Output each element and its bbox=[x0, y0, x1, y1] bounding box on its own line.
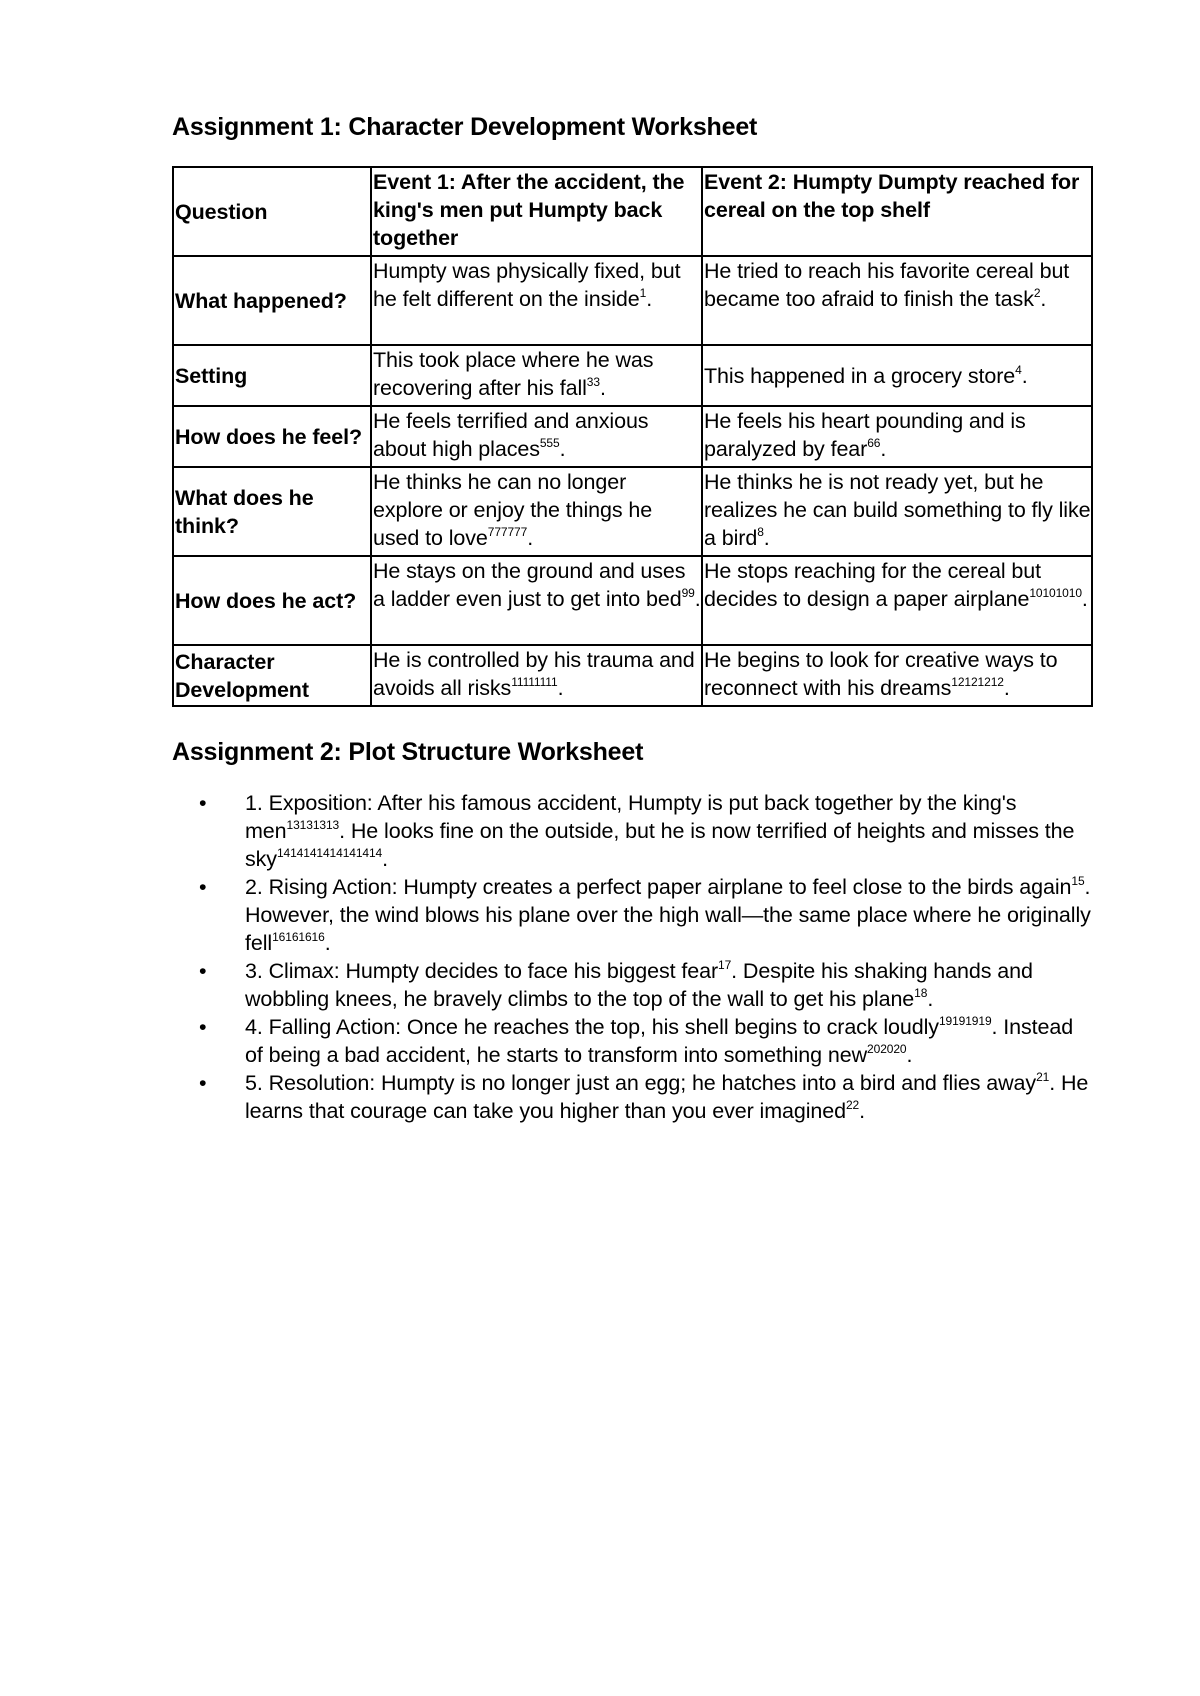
footnote-ref: 12121212 bbox=[951, 675, 1004, 689]
footnote-ref: 66 bbox=[867, 436, 881, 450]
row-question: What happened? bbox=[173, 256, 371, 345]
footnote-ref: 22 bbox=[845, 1098, 860, 1112]
footnote-ref: 10101010 bbox=[1029, 586, 1082, 600]
plot-text: . bbox=[927, 987, 934, 1011]
plot-text: . He learns that courage can take you higher than you ever imagined bbox=[245, 1071, 1089, 1123]
table-row bbox=[173, 256, 1092, 345]
table-row bbox=[173, 645, 1092, 706]
plot-text: . Instead of being a bad accident, he starts to transform into something new bbox=[245, 1015, 1074, 1067]
bullet-icon: • bbox=[199, 1071, 207, 1095]
row-event1-text: This took place where he was recovering after his fall bbox=[373, 348, 654, 400]
header-event2: Event 2: Humpty Dumpty reached for cereal on the top shelf bbox=[702, 167, 1092, 256]
row-event1-text: Humpty was physically fixed, but he felt different on the inside bbox=[373, 259, 681, 311]
assignment2-title: Assignment 2: Plot Structure Worksheet bbox=[172, 738, 644, 766]
bullet-icon: • bbox=[199, 875, 207, 899]
plot-text: . bbox=[324, 931, 331, 955]
footnote-ref: 18 bbox=[914, 986, 928, 1000]
row-event1-text: He is controlled by his trauma and avoids all risks bbox=[373, 648, 695, 700]
bullet-icon: • bbox=[199, 959, 207, 983]
row-question: How does he act? bbox=[173, 556, 371, 645]
row-event1-text: He feels terrified and anxious about high places bbox=[373, 409, 649, 461]
document-page bbox=[172, 112, 1092, 1125]
row-question: How does he feel? bbox=[173, 406, 371, 467]
row-event2-cell: He tried to reach his favorite cereal but became too afraid to finish the task$^2$. bbox=[702, 256, 1092, 345]
row-event1-text: He stays on the ground and uses a ladder even just to get into bed bbox=[373, 559, 686, 611]
row-event2-text: He stops reaching for the cereal but decides to design a paper airplane bbox=[704, 559, 1042, 611]
row-event2-text: This happened in a grocery store bbox=[704, 363, 1016, 388]
row-event1-cell: He feels terrified and anxious about high places$^{555}$. bbox=[371, 406, 702, 467]
footnote-ref: 1414141414141414 bbox=[276, 846, 383, 860]
row-question: Setting bbox=[173, 345, 371, 406]
row-event2-text: He tried to reach his favorite cereal but became too afraid to finish the task bbox=[704, 259, 1070, 311]
plot-text: . He looks fine on the outside, but he is now terrified of heights and misses the sky bbox=[245, 819, 1075, 871]
list-item bbox=[199, 873, 1092, 957]
row-event2-cell: This happened in a grocery store$^4$. bbox=[702, 345, 1092, 406]
footnote-ref: 21 bbox=[1036, 1070, 1050, 1084]
table-row bbox=[173, 406, 1092, 467]
plot-structure-list bbox=[172, 789, 1092, 1125]
row-event2-cell: He stops reaching for the cereal but decides to design a paper airplane$^{10101010}$. bbox=[702, 556, 1092, 645]
table-header-row bbox=[173, 167, 1092, 256]
row-event2-cell: He feels his heart pounding and is paralyzed by fear$^{66}$. bbox=[702, 406, 1092, 467]
row-event2-text: He thinks he is not ready yet, but he realizes he can build something to fly like a bird bbox=[704, 470, 1091, 550]
footnote-ref: 15 bbox=[1071, 874, 1085, 888]
footnote-ref: 17 bbox=[718, 958, 732, 972]
row-event1-cell: He stays on the ground and uses a ladder even just to get into bed$^{99}$. bbox=[371, 556, 702, 645]
row-question: Character Development bbox=[173, 645, 371, 706]
footnote-ref: 202020 bbox=[867, 1042, 907, 1056]
list-item bbox=[199, 1013, 1092, 1069]
row-question: What does he think? bbox=[173, 467, 371, 556]
footnote-ref: 2 bbox=[1033, 286, 1041, 300]
footnote-ref: 13131313 bbox=[286, 818, 340, 832]
plot-text: . bbox=[859, 1099, 865, 1123]
row-event2-cell: He thinks he is not ready yet, but he realizes he can build something to fly like a bird$^8$. bbox=[702, 467, 1092, 556]
row-event1-cell: He is controlled by his trauma and avoids all risks$^{11111111}$. bbox=[371, 645, 702, 706]
header-event1: Event 1: After the accident, the king's men put Humpty back together bbox=[371, 167, 702, 256]
plot-text: . However, the wind blows his plane over the high wall—the same place where he originally fell bbox=[245, 875, 1091, 955]
row-event2-text: He begins to look for creative ways to reconnect with his dreams bbox=[704, 648, 1058, 700]
bullet-icon: • bbox=[199, 791, 207, 815]
footnote-ref: 33 bbox=[586, 375, 600, 389]
plot-text: 4. Falling Action: Once he reaches the top, his shell begins to crack loudly bbox=[245, 1015, 939, 1039]
row-event2-cell: He begins to look for creative ways to reconnect with his dreams$^{12121212}$. bbox=[702, 645, 1092, 706]
table-row bbox=[173, 345, 1092, 406]
list-item bbox=[199, 957, 1092, 1013]
footnote-ref: 16161616 bbox=[272, 930, 325, 944]
row-event1-cell: Humpty was physically fixed, but he felt different on the inside$^1$. bbox=[371, 256, 702, 345]
plot-text: 1. Exposition: After his famous accident, Humpty is put back together by the king's men bbox=[245, 791, 1017, 843]
footnote-ref: 1 bbox=[639, 286, 647, 300]
footnote-ref: 4 bbox=[1015, 362, 1022, 377]
row-event1-cell: This took place where he was recovering after his fall$^{33}$. bbox=[371, 345, 702, 406]
footnote-ref: 19191919 bbox=[938, 1014, 992, 1028]
row-event1-text: He thinks he can no longer explore or enjoy the things he used to love bbox=[373, 470, 653, 550]
character-development-table bbox=[172, 166, 1093, 707]
list-item bbox=[199, 789, 1092, 873]
list-item bbox=[199, 1069, 1092, 1125]
footnote-ref: 11111111 bbox=[511, 675, 558, 689]
table-row bbox=[173, 467, 1092, 556]
footnote-ref: 555 bbox=[539, 436, 560, 450]
plot-text: . Despite his shaking hands and wobbling knees, he bravely climbs to the top of the wall to get his plane bbox=[245, 959, 1033, 1011]
assignment1-title: Assignment 1: Character Development Worksheet bbox=[172, 113, 758, 141]
header-question: Question bbox=[173, 167, 371, 256]
plot-text: . bbox=[906, 1043, 913, 1067]
plot-text: . bbox=[382, 847, 389, 871]
row-event1-cell: He thinks he can no longer explore or enjoy the things he used to love$^{777777}$. bbox=[371, 467, 702, 556]
table-row bbox=[173, 556, 1092, 645]
footnote-ref: 777777 bbox=[487, 525, 528, 539]
footnote-ref: 8 bbox=[757, 525, 764, 539]
plot-text: 2. Rising Action: Humpty creates a perfect paper airplane to feel close to the birds again bbox=[245, 875, 1072, 899]
bullet-icon: • bbox=[199, 1015, 207, 1039]
footnote-ref: 99 bbox=[681, 586, 695, 600]
plot-text: 5. Resolution: Humpty is no longer just an egg; he hatches into a bird and flies away bbox=[245, 1071, 1037, 1095]
plot-text: 3. Climax: Humpty decides to face his biggest fear bbox=[245, 959, 718, 983]
row-event2-text: He feels his heart pounding and is paralyzed by fear bbox=[704, 409, 1026, 461]
